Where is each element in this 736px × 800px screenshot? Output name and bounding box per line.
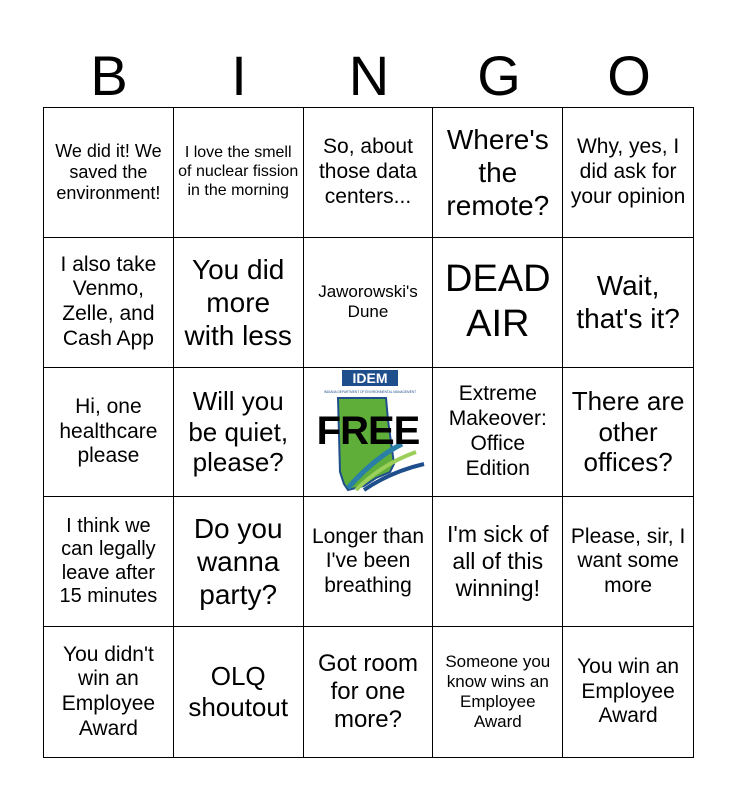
cell-text: You didn't win an Employee Award <box>61 642 156 740</box>
cell-text: Longer than I've been breathing <box>311 524 425 598</box>
cell-text: DEAD AIR <box>445 258 551 346</box>
cell-text: Where's the remote? <box>446 123 550 221</box>
bingo-cell[interactable] <box>44 238 174 368</box>
bingo-cell[interactable] <box>44 108 174 238</box>
header-letter-n: N <box>348 44 390 107</box>
header-letter-b: B <box>90 44 128 107</box>
cell-text: Extreme Makeover: Office Edition <box>448 382 547 480</box>
bingo-card <box>43 107 694 758</box>
header-letter-g: G <box>477 44 521 107</box>
cell-text: We did it! We saved the environment! <box>55 140 162 204</box>
cell-text: You win an Employee Award <box>577 654 680 728</box>
bingo-cell[interactable] <box>563 497 693 627</box>
bingo-cell[interactable] <box>433 497 563 627</box>
bingo-cell[interactable] <box>433 238 563 368</box>
logo-subtext: INDIANA DEPARTMENT OF ENVIRONMENTAL MANAGEMENT <box>323 389 416 394</box>
cell-text: Will you be quiet, please? <box>188 385 289 478</box>
free-space-label: FREE <box>316 409 420 454</box>
logo-text: IDEM <box>352 369 388 386</box>
bingo-cell[interactable] <box>304 627 434 757</box>
bingo-cell[interactable] <box>44 368 174 498</box>
header-letter-o: O <box>607 44 651 107</box>
bingo-cell[interactable] <box>174 627 304 757</box>
cell-text: I also take Venmo, Zelle, and Cash App <box>60 252 157 350</box>
bingo-cell[interactable] <box>433 627 563 757</box>
cell-text: I love the smell of nuclear fission in the morning <box>178 144 299 199</box>
bingo-cell[interactable] <box>563 368 693 498</box>
cell-text: Wait, that's it? <box>576 270 680 335</box>
cell-text: You did more with less <box>184 253 292 351</box>
cell-text: So, about those data centers... <box>318 135 418 208</box>
cell-text: I think we can legally leave after 15 minutes <box>59 514 158 608</box>
cell-text: Please, sir, I want some more <box>570 524 686 598</box>
bingo-cell[interactable] <box>433 368 563 498</box>
cell-text: Jaworowski's Dune <box>318 282 418 322</box>
bingo-cell[interactable] <box>433 108 563 238</box>
bingo-cell[interactable] <box>174 108 304 238</box>
bingo-cell[interactable] <box>563 627 693 757</box>
free-space-cell[interactable] <box>304 368 434 498</box>
cell-text: Got room for one more? <box>317 649 418 734</box>
bingo-cell[interactable] <box>174 497 304 627</box>
bingo-cell[interactable] <box>563 108 693 238</box>
cell-text: I'm sick of all of this winning! <box>447 521 549 602</box>
bingo-cell[interactable] <box>44 497 174 627</box>
cell-text: Someone you know wins an Employee Award <box>445 652 551 732</box>
cell-text: Why, yes, I did ask for your opinion <box>570 135 686 208</box>
bingo-cell[interactable] <box>44 627 174 757</box>
cell-text: OLQ shoutout <box>188 661 289 723</box>
bingo-cell[interactable] <box>304 238 434 368</box>
bingo-header <box>44 44 694 108</box>
header-letter-i: I <box>231 44 247 107</box>
bingo-cell[interactable] <box>174 238 304 368</box>
cell-text: Hi, one healthcare please <box>59 394 158 468</box>
cell-text: Do you wanna party? <box>193 513 283 611</box>
bingo-cell[interactable] <box>304 108 434 238</box>
bingo-cell[interactable] <box>563 238 693 368</box>
bingo-cell[interactable] <box>304 497 434 627</box>
bingo-cell[interactable] <box>174 368 304 498</box>
cell-text: There are other offices? <box>571 385 685 478</box>
